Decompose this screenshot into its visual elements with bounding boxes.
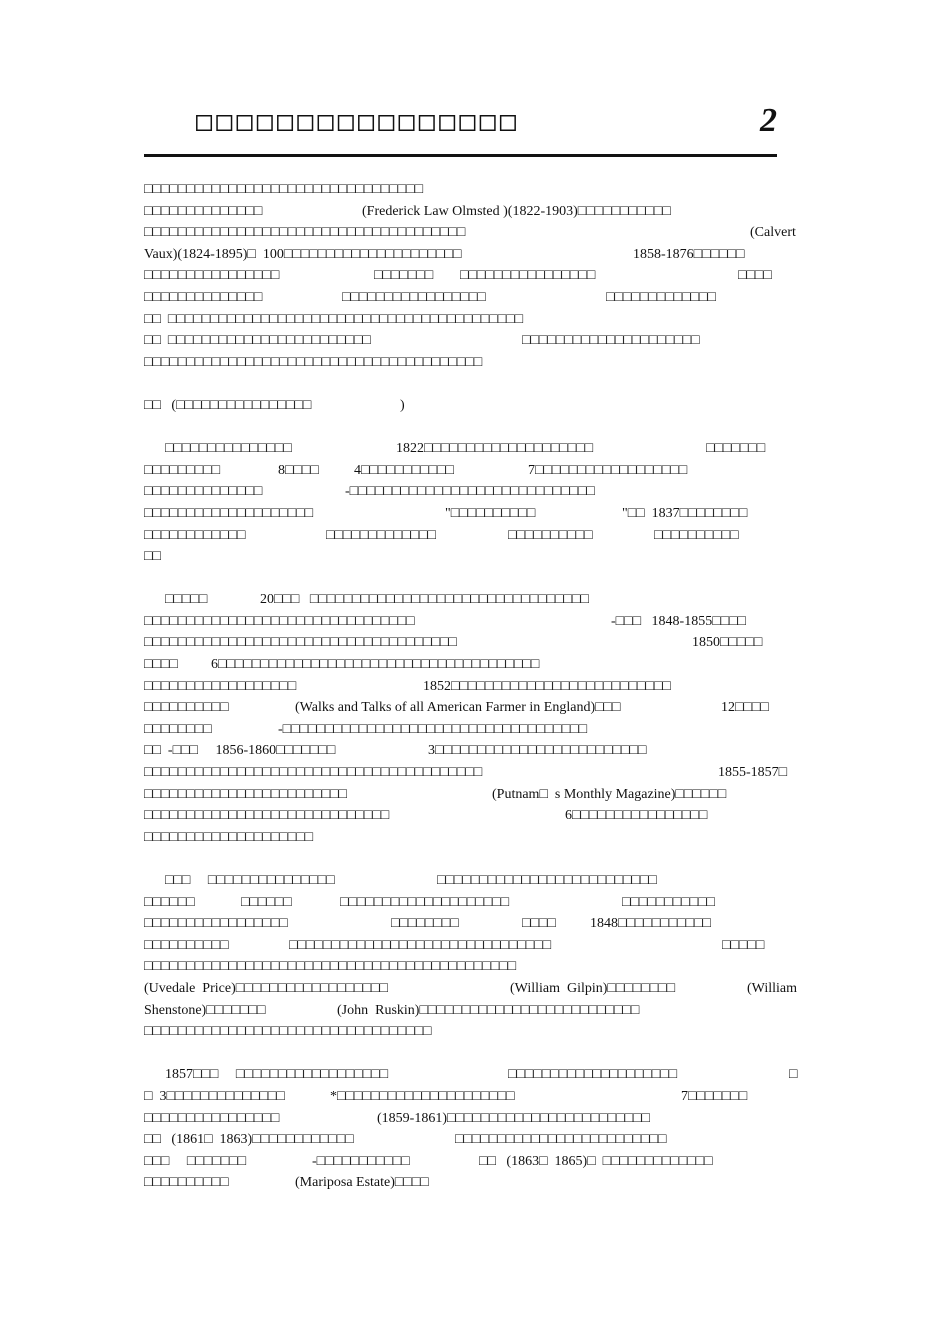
text-segment: *□□□□□□□□□□□□□□□□□□□□□ [330, 1088, 515, 1104]
text-line [144, 1087, 808, 1109]
text-line [144, 439, 808, 461]
text-line [144, 482, 808, 504]
paragraph-gap [144, 374, 808, 396]
text-line [144, 180, 808, 202]
text-segment: □□□□□□□□□□□□□□□□□□□□□□□□□□□□□□□□□ [144, 182, 424, 197]
text-segment: □□□□□□□□□□ [654, 527, 739, 543]
text-line [144, 914, 808, 936]
text-segment: (Putnam□ s Monthly Magazine)□□□□□□ [492, 786, 727, 802]
paragraph [144, 396, 808, 418]
text-segment: □□□□□□□□□□ [144, 700, 229, 716]
text-segment: □□□□□□□□□□□□□□□□□□□□□□□□□□□□□□□□ [144, 613, 415, 629]
text-segment: □□□□□□□□□ [144, 462, 221, 478]
running-header [196, 102, 781, 146]
text-segment: 6□□□□□□□□□□□□□□□□□□□□□□□□□□□□□□□□□□□□□□ [211, 657, 540, 673]
text-segment: 4□□□□□□□□□□□ [354, 462, 455, 478]
text-segment: □□□□□□□□□□□□□□□□□ [144, 916, 288, 932]
text-segment: -□□□□□□□□□□□ [312, 1153, 410, 1169]
text-line [144, 698, 808, 720]
text-segment: 12□□□□ [721, 700, 769, 716]
text-segment: □□□□□□□□ [144, 721, 212, 737]
text-line [144, 245, 808, 267]
text-segment: □ 3□□□□□□□□□□□□□□ [144, 1088, 285, 1104]
text-line [144, 288, 808, 310]
text-segment: (Walks and Talks of all American Farmer in England)□□□ [295, 700, 621, 716]
text-segment: □□ [144, 549, 161, 565]
text-segment: □ [789, 1067, 798, 1083]
text-line [144, 1065, 808, 1087]
text-segment: □□□□□□□□□□□□□□□□□□□□ [144, 829, 314, 845]
text-line [144, 936, 808, 958]
text-segment: 6□□□□□□□□□□□□□□□□ [565, 808, 708, 824]
text-line [144, 526, 808, 548]
text-line [144, 1022, 808, 1044]
text-segment: 3□□□□□□□□□□□□□□□□□□□□□□□□□ [428, 743, 647, 759]
text-line [144, 828, 808, 850]
paragraph-gap [144, 849, 808, 871]
text-segment: □□□□□□□□□□□□□□□□□□□□ [508, 1067, 678, 1083]
text-segment: □□□□□□□□□□□□□□□□□□□□□□□□□□□□□ [144, 808, 390, 824]
text-segment: (Calvert [750, 225, 796, 241]
text-line [144, 504, 808, 526]
paragraph [144, 180, 808, 374]
text-segment: □□□□ [738, 268, 772, 284]
text-segment: □□□ □□□□□□□□□□□□□□□ [144, 873, 335, 888]
paragraph [144, 871, 808, 1044]
text-segment: □□□□□□□□□□□□□□□□ [144, 268, 280, 284]
text-segment: (1859-1861)□□□□□□□□□□□□□□□□□□□□□□□□ [377, 1110, 650, 1126]
text-segment: □□□□□□□□□□□□□□□□□□□□ [144, 505, 314, 521]
text-segment: 1848□□□□□□□□□□□ [590, 916, 712, 932]
text-segment: □□□□□□□□□□□□□□□□□□□□□□□□□□□□□□□□□□□□□□□□□□□□ [144, 959, 517, 975]
text-segment: "□□ 1837□□□□□□□□ [622, 505, 748, 521]
text-segment: □□□□□□ [241, 894, 292, 910]
text-segment: □□□□□□□□□□□□□□□□□□□□ [340, 894, 510, 910]
text-segment: 1822□□□□□□□□□□□□□□□□□□□□ [396, 441, 594, 457]
text-segment: □□□□□□□□□□□□□□□□□□□□□□□□□□□□□□□ [289, 937, 552, 953]
text-line [144, 353, 808, 375]
text-segment: □□□□□□□ [706, 441, 766, 457]
text-segment: □□□□ [144, 657, 178, 673]
text-line [144, 806, 808, 828]
text-segment: □□□□□□□□ [391, 916, 459, 932]
text-line [144, 633, 808, 655]
text-segment: □□□□□□□□□□□□□□□ [144, 441, 292, 457]
text-segment: □□□□□□□□□□□□□□□□ [144, 1110, 280, 1126]
text-line [144, 1173, 808, 1195]
text-segment: (Uvedale Price)□□□□□□□□□□□□□□□□□□ [144, 980, 388, 996]
text-segment: □□□□□□□□□□□□□□□□□□□□□□□□□□□□□□□□□□ [144, 1024, 432, 1040]
text-line [144, 979, 808, 1001]
text-segment: □□□□□□□□□□ [144, 1175, 229, 1191]
text-segment: □□□□□□□□□□□□□□□□□ [342, 289, 486, 305]
text-segment: □□□ □□□□□□□ [144, 1153, 247, 1169]
text-segment: 8□□□□ [278, 462, 319, 478]
header-rule [144, 154, 777, 157]
text-segment: (John Ruskin)□□□□□□□□□□□□□□□□□□□□□□□□□□ [337, 1002, 640, 1018]
text-line [144, 655, 808, 677]
text-segment: 20□□□ □□□□□□□□□□□□□□□□□□□□□□□□□□□□□□□□□ [260, 592, 589, 608]
text-line [144, 763, 808, 785]
text-segment: 1855-1857□ [718, 765, 788, 781]
text-segment: (William [747, 980, 797, 996]
text-line [144, 331, 808, 353]
text-segment: □□□□□□□□□□□□□ [606, 289, 716, 305]
text-segment: ) [400, 397, 405, 413]
text-line [144, 741, 808, 763]
text-line [144, 223, 808, 245]
text-segment: □□□□□□□□□□□□□□ [144, 484, 263, 500]
text-line [144, 957, 808, 979]
text-segment: 7□□□□□□□□□□□□□□□□□□ [528, 462, 688, 478]
text-line [144, 720, 808, 742]
text-segment: □□□□□□□□□□□ [622, 894, 716, 910]
text-line [144, 266, 808, 288]
text-segment: □□ -□□□ 1856-1860□□□□□□□ [144, 743, 336, 759]
text-segment: □□□□□□□ [374, 268, 434, 284]
text-segment: □□□□□□ [144, 894, 195, 910]
text-line [144, 1001, 808, 1023]
text-segment: □□□□□□□□□□□□□□□□□□□□□□□□□□□□□□□□□□□□□□□□ [144, 765, 483, 781]
text-segment: 1850□□□□□ [692, 635, 763, 651]
text-segment: 1852□□□□□□□□□□□□□□□□□□□□□□□□□□ [423, 678, 671, 694]
text-segment: 1857□□□ □□□□□□□□□□□□□□□□□□ [144, 1067, 389, 1083]
text-segment: "□□□□□□□□□□ [445, 505, 536, 521]
text-segment: □□□□□□□□□□□□□□□□ [460, 268, 596, 284]
header-title: □□□□□□□□□□□□□□□□ [196, 106, 521, 137]
text-line [144, 547, 808, 569]
text-segment: □□ □□□□□□□□□□□□□□□□□□□□□□□□ [144, 333, 371, 349]
text-line [144, 785, 808, 807]
paragraph [144, 439, 808, 569]
paragraph [144, 1065, 808, 1195]
text-segment: □□□□□□□□□□ [508, 527, 593, 543]
text-segment: □□□□□□□□□□□□□□□□□□□□□□□□□□□□□□□□□□□□□ [144, 635, 457, 651]
text-line [144, 612, 808, 634]
text-segment: □□□□ [522, 916, 556, 932]
text-segment: 1858-1876□□□□□□ [633, 246, 745, 262]
paragraph-gap [144, 569, 808, 591]
text-segment: □□ □□□□□□□□□□□□□□□□□□□□□□□□□□□□□□□□□□□□□□□□□□ [144, 311, 524, 327]
text-segment: Shenstone)□□□□□□□ [144, 1002, 266, 1018]
paragraph-gap [144, 418, 808, 440]
text-segment: □□□□□□□□□□□□□□□□□□□□□□□□□□ [437, 873, 657, 888]
text-segment: □□□□□□□□□□ [144, 937, 229, 953]
text-segment: (Frederick Law Olmsted )(1822-1903)□□□□□□□□□□□ [362, 203, 671, 219]
text-segment: Vaux)(1824-1895)□ 100□□□□□□□□□□□□□□□□□□□□□ [144, 246, 462, 262]
text-segment: □□□□□ [722, 937, 765, 953]
text-segment: □□□□□□□□□□□□□□ [144, 289, 263, 305]
paragraph [144, 590, 808, 849]
text-segment: □□ (□□□□□□□□□□□□□□□□ [144, 397, 312, 413]
text-line [144, 396, 808, 418]
text-line [144, 1152, 808, 1174]
text-segment: -□□□□□□□□□□□□□□□□□□□□□□□□□□□□□□□□□□□□ [278, 721, 588, 737]
text-line [144, 893, 808, 915]
text-line [144, 871, 808, 893]
paragraph-gap [144, 1044, 808, 1066]
text-segment: -□□□ 1848-1855□□□□ [611, 613, 747, 629]
text-segment: □□□□□□□□□□□□□□□□□□□□□□□□□□□□□□□□□□□□□□□□ [144, 354, 483, 370]
text-line [144, 461, 808, 483]
text-segment: (William Gilpin)□□□□□□□□ [510, 980, 676, 996]
text-line [144, 590, 808, 612]
text-line [144, 677, 808, 699]
text-line [144, 1130, 808, 1152]
text-line [144, 202, 808, 224]
text-segment: □□ (1861□ 1863)□□□□□□□□□□□□ [144, 1132, 354, 1148]
text-segment: □□□□□□□□□□□□□□□□□□□□□ [522, 333, 700, 349]
text-line [144, 310, 808, 332]
text-segment: □□□□□□□□□□□□□□□□□□□□□□□□□□□□□□□□□□□□□□ [144, 225, 466, 241]
text-segment: □□□□□□□□□□□□□□□□□□□□□□□□□ [455, 1132, 667, 1148]
page-number: 2 [760, 102, 777, 139]
text-segment: □□□□□ [144, 592, 208, 608]
text-segment: □□□□□□□□□□□□□□□□□□□□□□□□ [144, 786, 347, 802]
text-segment: □□□□□□□□□□□□□□□□□□ [144, 678, 297, 694]
text-segment: -□□□□□□□□□□□□□□□□□□□□□□□□□□□□□ [345, 484, 595, 500]
text-segment: □□□□□□□□□□□□□□ [144, 203, 263, 219]
text-segment: 7□□□□□□□ [681, 1088, 748, 1104]
text-line [144, 1109, 808, 1131]
body-text [144, 180, 808, 1195]
text-segment: □□ (1863□ 1865)□ □□□□□□□□□□□□□ [479, 1153, 713, 1169]
text-segment: □□□□□□□□□□□□ [144, 527, 246, 543]
text-segment: □□□□□□□□□□□□□ [326, 527, 436, 543]
text-segment: (Mariposa Estate)□□□□ [295, 1175, 429, 1191]
